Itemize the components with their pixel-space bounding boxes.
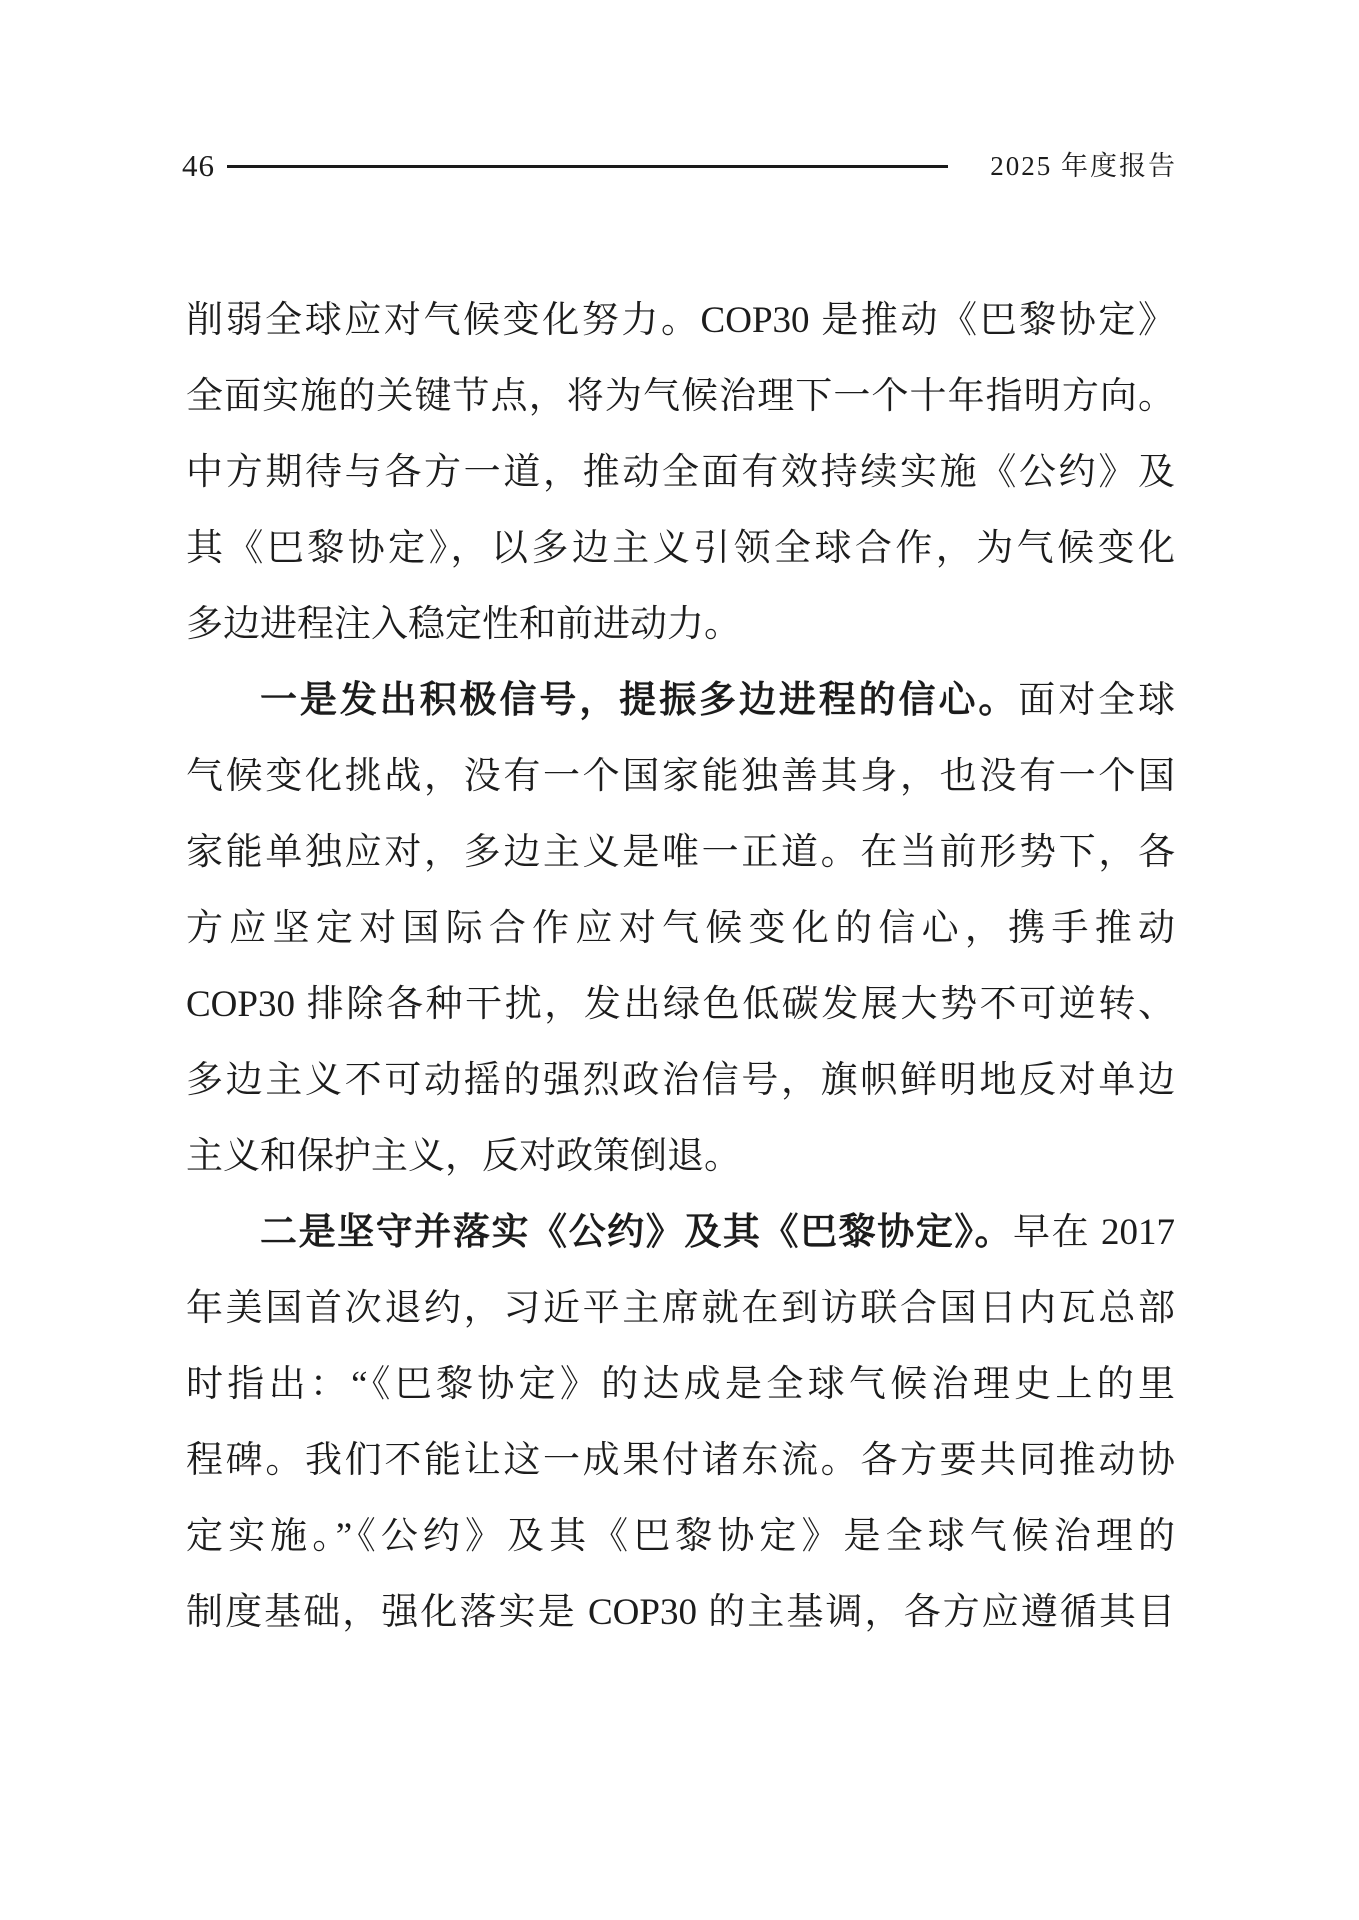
text-segment: 制度基础，强化落实是 COP30 的主基调，各方应遵循其目 <box>186 1592 1175 1633</box>
text-line <box>186 435 1175 511</box>
text-segment: 削弱全球应对气候变化努力。COP30 是推动《巴黎协定》 <box>186 300 1175 341</box>
text-segment: 时指出：“《巴黎协定》的达成是全球气候治理史上的里 <box>186 1364 1175 1405</box>
text-segment: 年美国首次退约，习近平主席就在到访联合国日内瓦总部 <box>186 1288 1175 1329</box>
page-number: 46 <box>182 148 215 183</box>
bold-text-segment: 二是坚守并落实《公约》及其《巴黎协定》。 <box>260 1212 1014 1253</box>
text-line <box>186 739 1175 815</box>
header-rule <box>227 165 948 168</box>
text-line <box>186 891 1175 967</box>
text-line <box>186 1043 1175 1119</box>
text-segment: 早在 2017 <box>1013 1212 1175 1253</box>
text-segment: 主义和保护主义，反对政策倒退。 <box>186 1136 741 1177</box>
text-line <box>186 1575 1175 1651</box>
text-line <box>186 587 1175 663</box>
text-line <box>186 1347 1175 1423</box>
text-line <box>186 283 1175 359</box>
text-segment: 定实施。”《公约》及其《巴黎协定》是全球气候治理的 <box>186 1516 1175 1557</box>
page-header <box>182 144 1177 188</box>
text-line <box>186 511 1175 587</box>
text-segment: 方应坚定对国际合作应对气候变化的信心，携手推动 <box>186 908 1175 949</box>
text-segment: 气候变化挑战，没有一个国家能独善其身，也没有一个国 <box>186 756 1175 797</box>
text-line <box>186 1195 1175 1271</box>
body-text <box>186 283 1175 1651</box>
text-line <box>186 663 1175 739</box>
text-segment: 程碑。我们不能让这一成果付诸东流。各方要共同推动协 <box>186 1440 1175 1481</box>
text-line <box>186 815 1175 891</box>
text-line <box>186 1499 1175 1575</box>
bold-text-segment: 一是发出积极信号，提振多边进程的信心。 <box>260 680 1019 721</box>
text-segment: 家能单独应对，多边主义是唯一正道。在当前形势下，各 <box>186 832 1175 873</box>
text-line <box>186 1119 1175 1195</box>
text-segment: 全面实施的关键节点，将为气候治理下一个十年指明方向。 <box>186 376 1175 417</box>
text-line <box>186 1423 1175 1499</box>
text-segment: COP30 排除各种干扰，发出绿色低碳发展大势不可逆转、 <box>186 984 1175 1025</box>
report-title: 2025 年度报告 <box>990 151 1177 181</box>
text-line <box>186 1271 1175 1347</box>
text-segment: 中方期待与各方一道，推动全面有效持续实施《公约》及 <box>186 452 1175 493</box>
text-segment: 多边主义不可动摇的强烈政治信号，旗帜鲜明地反对单边 <box>186 1060 1175 1101</box>
text-segment: 多边进程注入稳定性和前进动力。 <box>186 604 741 645</box>
text-line <box>186 967 1175 1043</box>
text-segment: 面对全球 <box>1018 680 1175 721</box>
text-segment: 其《巴黎协定》，以多边主义引领全球合作，为气候变化 <box>186 528 1175 569</box>
text-line <box>186 359 1175 435</box>
